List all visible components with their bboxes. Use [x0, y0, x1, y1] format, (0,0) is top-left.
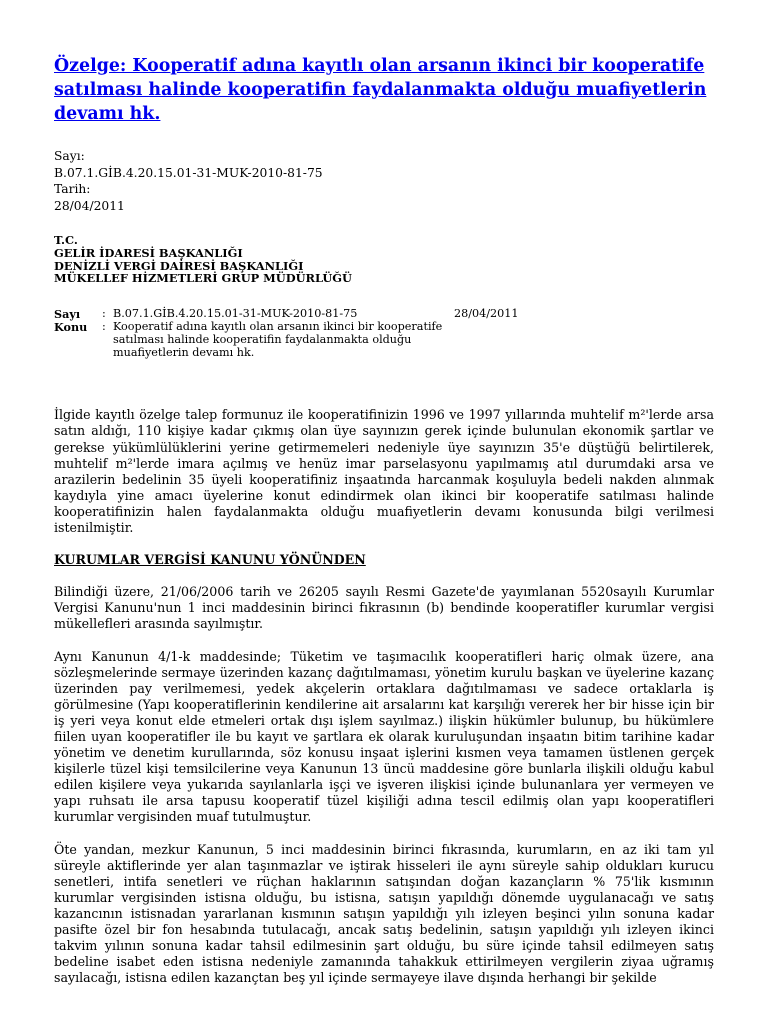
reference-konu-label: Konu [54, 319, 88, 334]
meta-sayi-label: Sayı: [54, 149, 85, 163]
reference-sayi-value: B.07.1.GİB.4.20.15.01-31-MUK-2010-81-75 [113, 307, 358, 321]
authority-line-denizli: DENİZLİ VERGİ DAİRESİ BAŞKANLIĞI [54, 258, 304, 273]
reference-table [54, 308, 518, 359]
paragraph-law-article-4: Aynı Kanunun 4/1-k maddesinde; Tüketim ve taşımacılık kooperatifleri hariç olmak üzere, ana sözleşmelerinde sermaye üzerinden kazanç dağıtılmaması, yönetim kurulu başkan ve üyelerine kazanç üzerinden pay verilmemesi, yedek akçelerin ortaklara dağıtılmaması ve sadece ortaklarla iş görülmesine (Yapı kooperatiflerinin kendilerine ait arsalarını kat karşılığı vererek her bir hisse için bir iş yeri veya konut elde etmeleri ortak dışı işlem sayılmaz.) ilişkin hükümler bulunup, bu hükümlere fiilen uyan kooperatifler ile bu kayıt ve şartlara ek olarak kuruluşundan inşaatın bitim tarihine kadar yönetim ve denetim kurullarında, söz konusu inşaat işlerini kısmen veya tamamen üstlenen gerçek kişilerle tüzel kişi temsilcilerine veya Kanunun 13 üncü maddesine göre bunlarla ilişkili olduğu kabul edilen kişilere veya yukarıda sayılanlarla işçi ve işveren ilişkisi içinde bulunanlara yer vermeyen ve yapı ruhsatı ile arsa tapusu kooperatif tüzel kişiliği adına tescil edilmiş olan yapı kooperatifleri kurumlar vergisinden muaf tutulmuştur. [54, 648, 714, 825]
document-meta [54, 148, 714, 214]
meta-sayi-value: B.07.1.GİB.4.20.15.01-31-MUK-2010-81-75 [54, 165, 323, 180]
authority-line-tc: T.C. [54, 233, 78, 247]
meta-tarih-value: 28/04/2011 [54, 198, 125, 213]
section-heading [54, 552, 714, 568]
reference-konu-value: Kooperatif adına kayıtlı olan arsanın ikinci bir kooperatife satılması halinde kooperatifin faydalanmakta olduğu muafiyetlerin devamı hk. [113, 319, 443, 359]
document-body [54, 407, 714, 986]
paragraph-law-article-5: Öte yandan, mezkur Kanunun, 5 inci maddesinin birinci fıkrasında, kurumların, en az iki tam yıl süreyle aktiflerinde yer alan taşınmazlar ve iştirak hisseleri ile aynı süreyle sahip oldukları kurucu senetleri, intifa senetleri ve rüçhan haklarının satışından doğan kazançların % 75'lik kısmının kurumlar vergisinden istisna olduğu, bu istisna, satışın yapıldığı dönemde uygulanacağı ve satış kazancının istisnadan yararlanan kısmının satışın yapıldığı yılı izleyen beşinci yılın sonuna kadar pasifte özel bir fon hesabında tutulacağı, ancak satış bedelinin, satışın yapıldığı yılı izleyen ikinci takvim yılının sonuna kadar tahsil edilmesinin şart olduğu, bu süre içinde tahsil edilmeyen satış bedeline isabet eden istisna nedeniyle zamanında tahakkuk ettirilmeyen vergilerin ziyaa uğramış sayılacağı, istisna edilen kazançtan beş yıl içinde sermayeye ilave dışında herhangi bir şekilde [54, 841, 714, 986]
meta-tarih-label: Tarih: [54, 182, 91, 196]
issuing-authority [54, 234, 714, 285]
reference-row-konu [54, 321, 518, 359]
reference-empty-cell [454, 321, 518, 359]
authority-line-group: MÜKELLEF HİZMETLERİ GRUP MÜDÜRLÜĞÜ [54, 271, 352, 286]
document-page [54, 54, 714, 1002]
section-heading-text: KURUMLAR VERGİSİ KANUNU YÖNÜNDEN [54, 552, 366, 568]
paragraph-law-article-1: Bilindiği üzere, 21/06/2006 tarih ve 26205 sayılı Resmi Gazete'de yayımlanan 5520sayılı Kurumlar Vergisi Kanunu'nun 1 inci maddesinin birinci fıkrasının (b) bendinde kooperatifler kurumlar vergisi mükellefleri arasında sayılmıştır. [54, 584, 714, 632]
reference-colon: : [102, 307, 106, 321]
reference-date: 28/04/2011 [454, 307, 519, 321]
reference-sayi-label: Sayı [54, 307, 81, 322]
reference-colon: : [102, 319, 106, 333]
paragraph-request: İlgide kayıtlı özelge talep formunuz ile kooperatifinizin 1996 ve 1997 yıllarında muhtelif m²'lerde arsa satın aldığı, 110 kişiye kadar çıkmış olan üye sayınızın gerek içinde bulunulan ekonomik şartlar ve gerekse yükümlülüklerini yerine getirmemeleri nedeniyle üye sayınızın 35'e düştüğü belirtilerek, muhtelif m²'lerde imara açılmış ve henüz imar parselasyonu yapılmamış atıl durumdaki arsa ve arazilerin bedelinin 35 üyeli kooperatifiniz inşaatında harcanmak koşuluyla bedeli nakden alınmak kaydıyla yine amacı üyelerine konut edindirmek olan ikinci bir kooperatife satılması halinde kooperatifinizin halen faydalanmakta olduğu muafiyetlerin devamı konusunda bilgi verilmesi istenilmiştir. [54, 407, 714, 536]
document-title-link[interactable]: Özelge: Kooperatif adına kayıtlı olan arsanın ikinci bir kooperatife satılması halinde kooperatifin faydalanmakta olduğu muafiyetlerin devamı hk. [54, 56, 707, 124]
authority-line-gib: GELİR İDARESİ BAŞKANLIĞI [54, 245, 243, 260]
